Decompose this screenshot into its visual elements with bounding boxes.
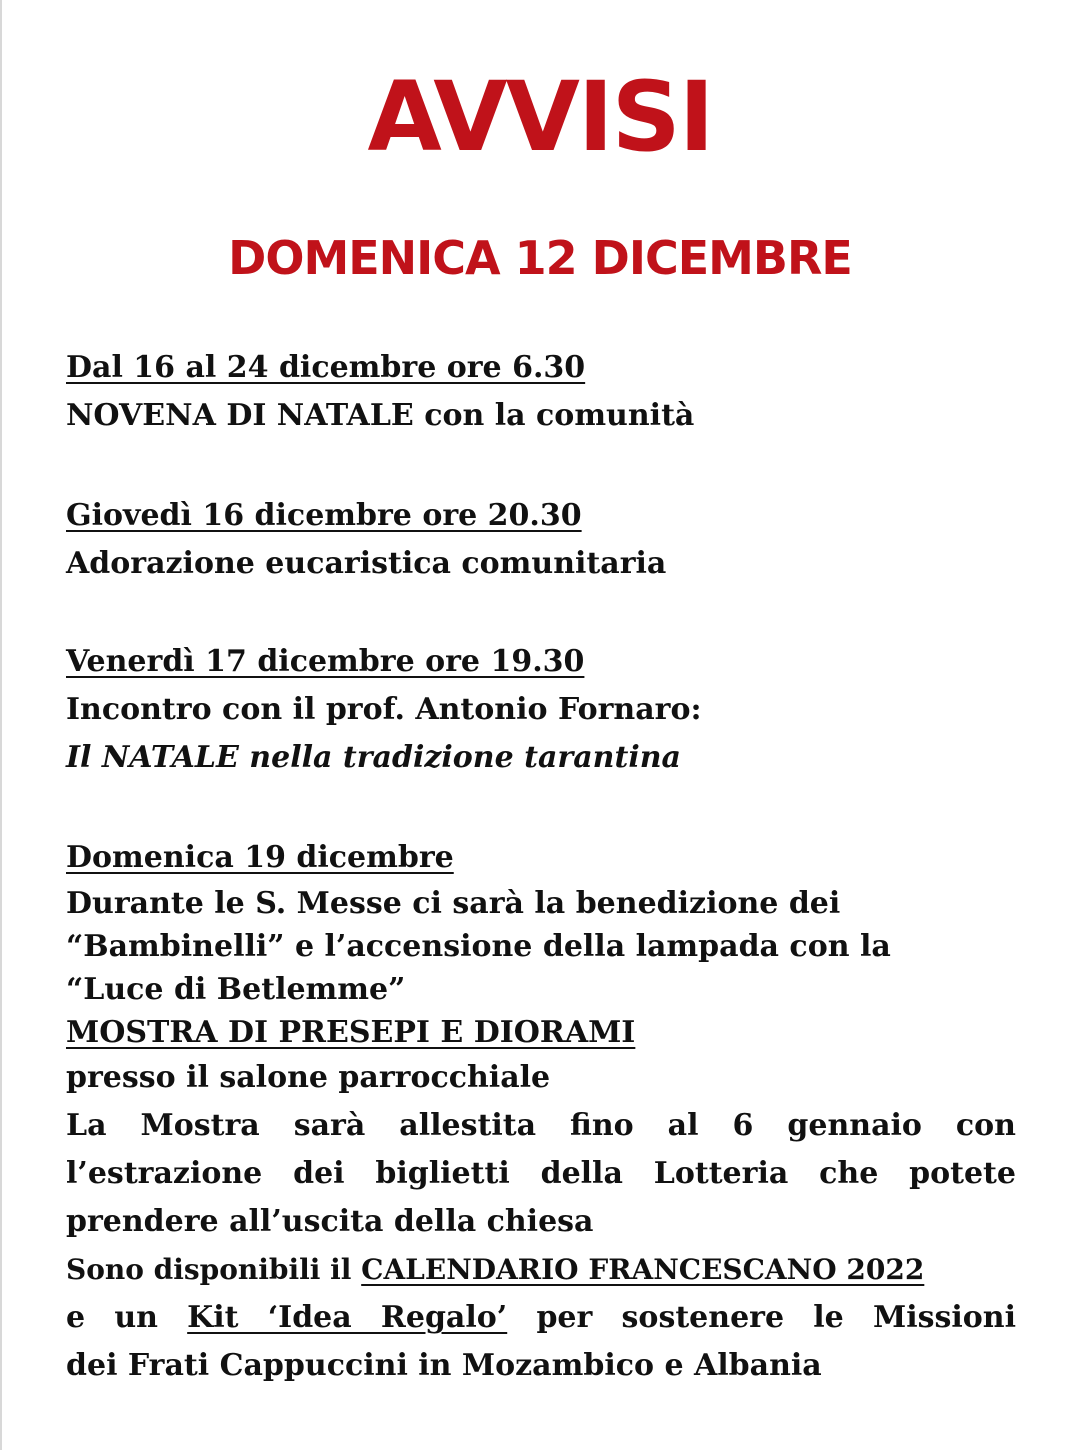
calendar-name: CALENDARIO FRANCESCANO 2022 (361, 1253, 925, 1286)
kit-name: Kit ‘Idea Regalo’ (187, 1300, 508, 1335)
page-subtitle: DOMENICA 12 DICEMBRE (228, 231, 852, 285)
notice-text-line: Durante le S. Messe ci sarà la benedizione dei (66, 886, 841, 921)
notice-date: Giovedì 16 dicembre ore 20.30 (66, 498, 582, 533)
final-line: dei Frati Cappuccini in Mozambico e Albania (66, 1348, 822, 1383)
notice-date: Venerdì 17 dicembre ore 19.30 (66, 644, 585, 679)
notice-text-line: “Bambinelli” e l’accensione della lampada con la (66, 929, 891, 964)
notice-novena (66, 344, 1016, 440)
notice-date: Dal 16 al 24 dicembre ore 6.30 (66, 350, 586, 385)
kit-line (66, 1294, 1016, 1342)
notice-text: Adorazione eucaristica comunitaria (66, 546, 667, 581)
mostra-text-line: La Mostra sarà allestita fino al 6 gennaio con (66, 1108, 1016, 1143)
notice-text: NOVENA DI NATALE con la comunità (66, 398, 695, 433)
mostra-text-line: prendere all’uscita della chiesa (66, 1204, 594, 1239)
notice-date: Domenica 19 dicembre (66, 840, 454, 875)
calendar-line (66, 1246, 1016, 1294)
notice-text-line: “Luce di Betlemme” (66, 972, 406, 1007)
notice-event-title: Il NATALE nella tradizione tarantina (66, 740, 681, 775)
mostra-text-line: l’estrazione dei biglietti della Lotteria che potete (66, 1156, 1016, 1191)
notice-domenica (66, 834, 1016, 1390)
page-title: AVVISI (367, 61, 713, 173)
notice-text: Incontro con il prof. Antonio Fornaro: (66, 692, 702, 727)
kit-suffix: per sostenere le Missioni (507, 1300, 1016, 1335)
notice-adorazione (66, 492, 1016, 588)
kit-prefix: e un (66, 1300, 188, 1335)
notice-incontro (66, 638, 1016, 782)
mostra-place: presso il salone parrocchiale (66, 1060, 551, 1095)
page-left-border (0, 0, 2, 1450)
calendar-prefix: Sono disponibili il (66, 1253, 362, 1286)
mostra-heading: MOSTRA DI PRESEPI E DIORAMI (66, 1015, 636, 1050)
